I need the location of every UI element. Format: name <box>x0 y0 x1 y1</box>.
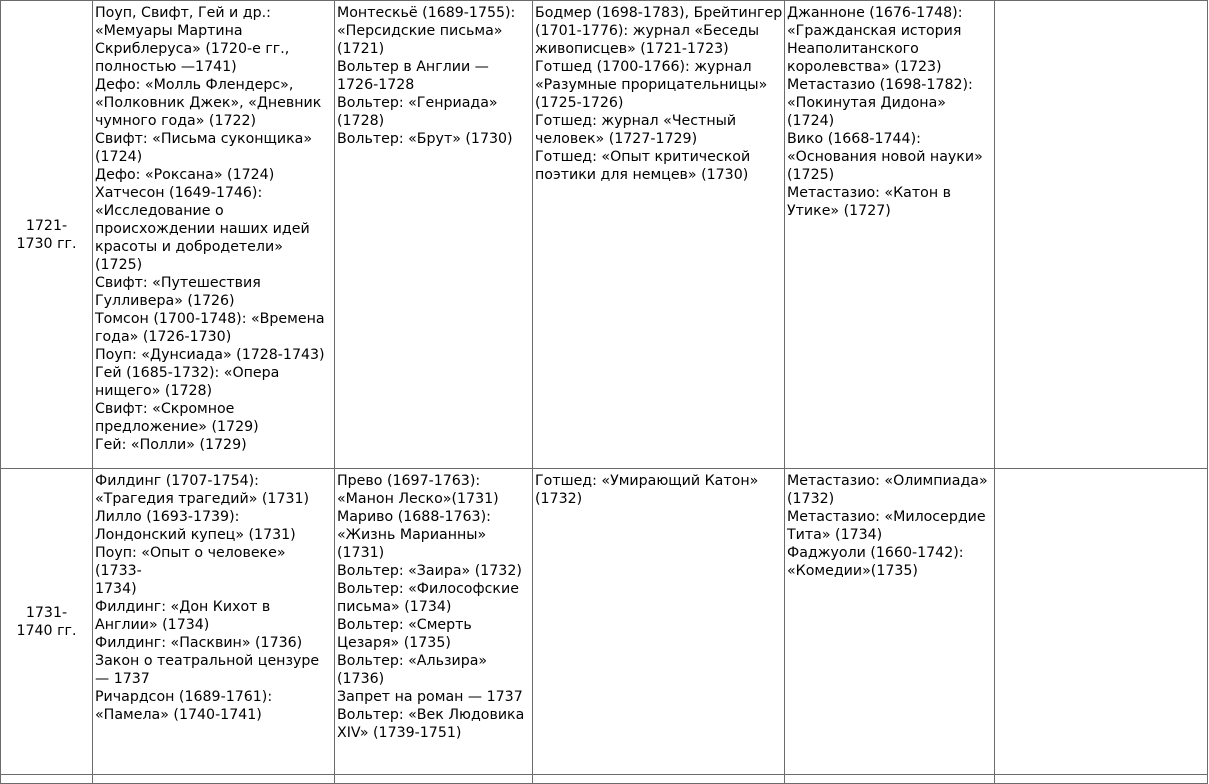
work-entry: Вольтер: «Смерть Цезаря» (1735) <box>337 617 472 651</box>
work-entry: Джанноне (1676-1748): «Гражданская история Неаполитанского королевства» (1723) <box>787 5 963 75</box>
work-entry: Свифт: «Письма суконщика» (1724) <box>95 131 313 165</box>
work-entry: Свифт: «Путешествия Гулливера» (1726) <box>95 275 261 309</box>
other-cell <box>995 469 1208 775</box>
work-entry: Вольтер: «Брут» (1730) <box>337 131 513 147</box>
work-entry: Филдинг: «Пасквин» (1736) <box>95 635 303 651</box>
work-entry: Вольтер: «Заира» (1732) <box>337 563 522 579</box>
work-entry: Филдинг (1707-1754): «Трагедия трагедий» (1731) <box>95 473 310 507</box>
work-entry: Готшед: «Умирающий Катон» (1732) <box>535 473 759 507</box>
italy-cell <box>785 1 995 469</box>
work-entry: Метастазио: «Милосердие Тита» (1734) <box>787 509 986 543</box>
table-row <box>1 1 1208 469</box>
work-entry: Монтескьё (1689-1755): «Персидские письма» (1721) <box>337 5 516 57</box>
france-cell <box>335 469 533 775</box>
work-entry: Ричардсон (1689-1761): «Памела» (1740-1741) <box>95 689 273 723</box>
work-entry: Вольтер: «Альзира» (1736) <box>337 653 488 687</box>
work-entry: Вико (1668-1744): «Основания новой науки» (1725) <box>787 131 983 183</box>
italy-cell <box>785 469 995 775</box>
france-cell <box>335 775 533 784</box>
germany-cell <box>533 1 785 469</box>
work-entry: Запрет на роман — 1737 <box>337 689 523 705</box>
work-entry: Вольтер: «Век Людовика XIV» (1739-1751) <box>337 707 525 741</box>
work-entry: Дефо: «Молль Флендерс», «Полковник Джек», «Дневник чумного года» (1722) <box>95 77 322 129</box>
work-entry: Бодмер (1698-1783), Брейтингер (1701-1776): журнал «Беседы живописцев» (1721-1723) <box>535 5 783 57</box>
germany-cell <box>533 775 785 784</box>
germany-cell <box>533 469 785 775</box>
work-entry: Мариво (1688-1763): «Жизнь Марианны» (1731) <box>337 509 491 561</box>
england-cell <box>93 775 335 784</box>
table-row <box>1 775 1208 784</box>
work-entry: Готшед: «Опыт критической поэтики для немцев» (1730) <box>535 149 751 183</box>
work-entry: Поуп: «Опыт о человеке» (1733- 1734) <box>95 545 286 597</box>
work-entry: Поуп, Свифт, Гей и др.: «Мемуары Мартина Скриблеруса» (1720-е гг., полностью —1741) <box>95 5 290 75</box>
table-body <box>1 1 1208 784</box>
table-row <box>1 469 1208 775</box>
work-entry: Готшед: журнал «Честный человек» (1727-1729) <box>535 113 737 147</box>
work-entry: Метастазио (1698-1782): «Покинутая Дидона» (1724) <box>787 77 973 129</box>
work-entry: Вольтер: «Генриада» (1728) <box>337 95 498 129</box>
work-entry: Вольтер в Англии — 1726-1728 <box>337 59 489 93</box>
work-entry: Хатчесон (1649-1746): «Исследование о происхождении наших идей красоты и добродетели» (1725) <box>95 185 310 273</box>
work-entry: Гей: «Полли» (1729) <box>95 437 247 453</box>
work-entry: Фаджуоли (1660-1742): «Комедии»(1735) <box>787 545 964 579</box>
work-entry: Прево (1697-1763): «Манон Леско»(1731) <box>337 473 499 507</box>
england-cell <box>93 469 335 775</box>
work-entry: Свифт: «Скромное предложение» (1729) <box>95 401 259 435</box>
work-entry: Закон о театральной цензуре — 1737 <box>95 653 320 687</box>
work-entry: Филдинг: «Дон Кихот в Англии» (1734) <box>95 599 271 633</box>
period-cell: 1731- 1740 гг. <box>1 469 93 775</box>
work-entry: Готшед (1700-1766): журнал «Разумные прорицательницы» (1725-1726) <box>535 59 768 111</box>
work-entry: Гей (1685-1732): «Опера нищего» (1728) <box>95 365 280 399</box>
work-entry: Метастазио: «Олимпиада» (1732) <box>787 473 988 507</box>
england-cell <box>93 1 335 469</box>
period-cell <box>1 775 93 784</box>
period-cell: 1721- 1730 гг. <box>1 1 93 469</box>
work-entry: Поуп: «Дунсиада» (1728-1743) <box>95 347 325 363</box>
work-entry: Метастазио: «Катон в Утике» (1727) <box>787 185 951 219</box>
work-entry: Лилло (1693-1739): Лондонский купец» (1731) <box>95 509 296 543</box>
other-cell <box>995 775 1208 784</box>
other-cell <box>995 1 1208 469</box>
italy-cell <box>785 775 995 784</box>
work-entry: Дефо: «Роксана» (1724) <box>95 167 275 183</box>
work-entry: Томсон (1700-1748): «Времена года» (1726-1730) <box>95 311 325 345</box>
work-entry: Вольтер: «Философские письма» (1734) <box>337 581 519 615</box>
france-cell <box>335 1 533 469</box>
